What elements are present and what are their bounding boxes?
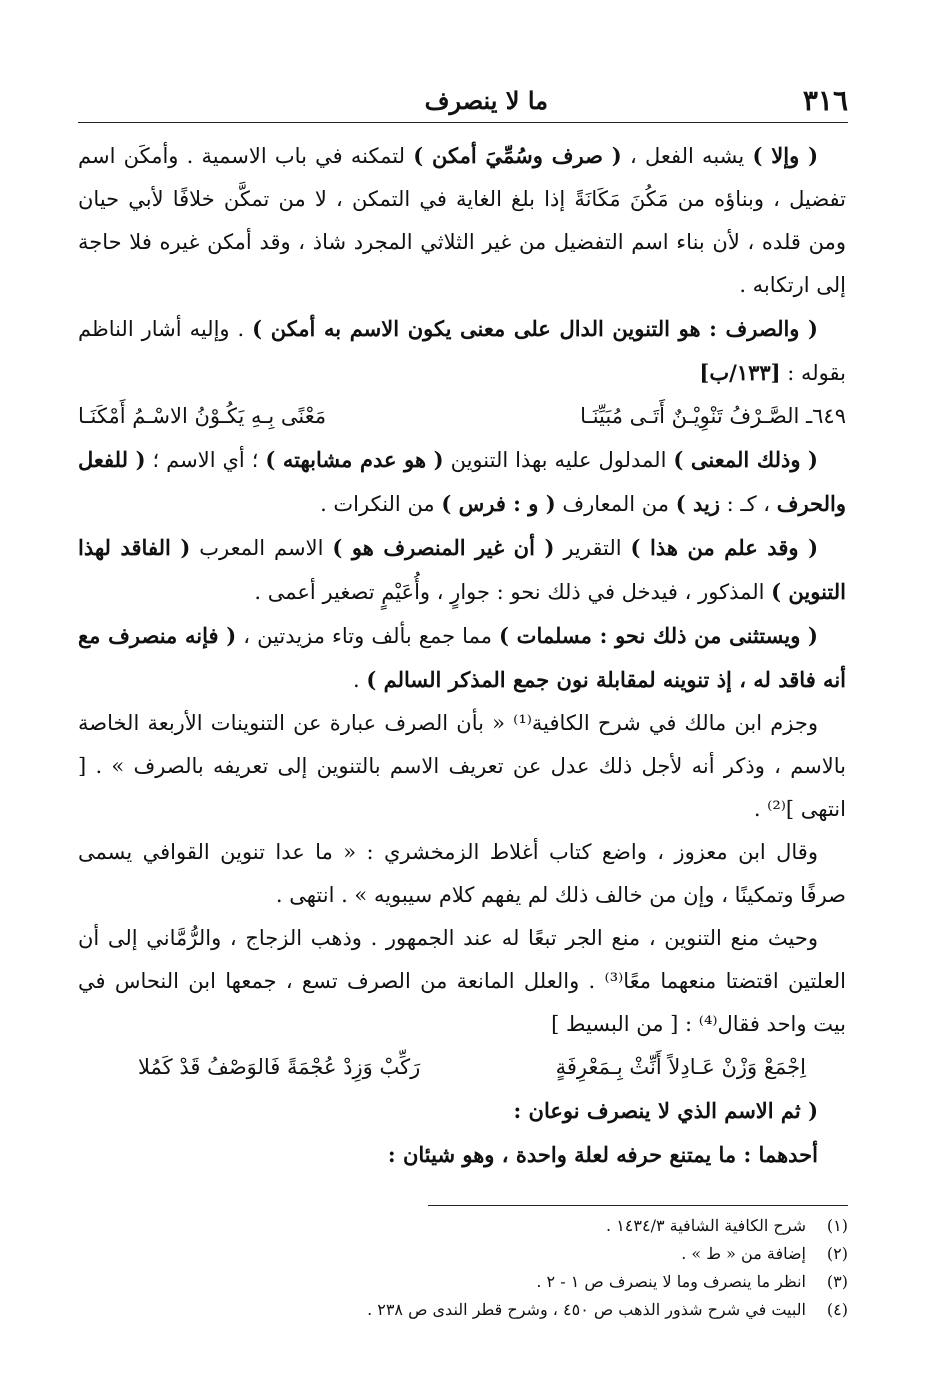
footnotes <box>148 1212 848 1324</box>
paragraph-7: وقال ابن معزوز ، واضع كتاب أغلاط الزمخشري : « ما عدا تنوين القوافي يسمى صرفًا وتمكينًا ، وإن من خالف ذلك لم يفهم كلام سيبويه » . انتهى . <box>78 840 846 907</box>
bold-text: ( وقد علم من هذا ) <box>630 535 819 560</box>
text: الاسم المعرب <box>190 536 333 560</box>
paragraph-2 <box>78 307 846 395</box>
footnote-number: (٤) <box>826 1300 848 1319</box>
verse-ibn-nahhas <box>78 1046 846 1089</box>
footnote-divider <box>428 1205 848 1206</box>
bold-text: ( فإنه منصرف مع أنه فاقد له ، إذ تنوينه لمقابلة نون جمع المذكر السالم ) <box>78 623 846 692</box>
running-title: ما لا ينصرف <box>424 86 548 115</box>
text: ؛ أي الاسم ؛ <box>145 448 266 472</box>
text: من النكرات . <box>320 492 442 516</box>
bold-text: أحدهما : ما يمتنع حرفه لعلة واحدة ، وهو شيئان : <box>387 1142 818 1167</box>
footnote-item <box>148 1212 848 1240</box>
footnote-number: (٣) <box>826 1272 848 1291</box>
bold-text: زيد ) <box>675 491 720 516</box>
footnote-item <box>148 1296 848 1324</box>
paragraph-1 <box>78 134 846 307</box>
bold-text: ( والصرف : هو التنوين الدال على معنى يكون الاسم به أمكن ) <box>252 316 818 341</box>
page-header <box>78 82 848 123</box>
bold-text: ( وذلك المعنى ) <box>673 447 818 472</box>
bold-text: ( للفعل والحرف <box>78 447 846 516</box>
text: المدلول عليه بهذا التنوين <box>443 448 674 472</box>
text: ، كـ : <box>719 492 777 516</box>
verse-first-half: اِجْمَعْ وَزْنْ عَـادِلاً أَنِّثْ بِـمَعْرِفَةٍ <box>555 1055 806 1079</box>
text: التقرير <box>554 536 631 560</box>
footnote-text: شرح الكافية الشافية ١٤٣٤/٣ . <box>606 1216 806 1235</box>
main-text <box>78 134 846 1177</box>
bold-text: ( أن غير المنصرف هو ) <box>332 535 555 560</box>
bold-text: ( الفاقد لهذا التنوين ) <box>78 535 846 604</box>
verse-first-half <box>580 395 846 438</box>
text: . وإليه أشار الناظم بقوله : <box>78 317 846 385</box>
footnote-item <box>148 1268 848 1296</box>
paragraph-8: وحيث منع التنوين ، منع الجر تبعًا له عند الجمهور . وذهب الزجاج ، والرُّمَّاني إلى أن العلتين اقتضتا منعهما معًا⁽³⁾ . والعلل المانعة من الصرف تسع ، جمعها ابن النحاس في بيت واحد فقال⁽⁴⁾ : [ من البسيط ] <box>78 926 846 1036</box>
paragraph-4 <box>78 526 846 614</box>
footnote-item <box>148 1240 848 1268</box>
verse-second-half: مَعْنًى بِـهِ يَكُـوْنُ الاسْـمُ أَمْكَنَـا <box>78 404 327 428</box>
paragraph-9 <box>78 1089 846 1133</box>
bold-text: ( ويستثنى من ذلك نحو : مسلمات ) <box>499 623 818 648</box>
paragraph-3 <box>78 438 846 526</box>
verse-649 <box>78 395 846 438</box>
verse-number: ٦٤٩ـ <box>806 404 846 428</box>
bold-text: ( هو عدم مشابهته ) <box>265 447 444 472</box>
hemistich: الصَّـرْفُ تَنْوِيْـنٌ أَتَـى مُبَيِّنَـا <box>580 404 800 428</box>
footnote-text: البيت في شرح شذور الذهب ص ٤٥٠ ، وشرح قطر الندى ص ٢٣٨ . <box>367 1300 806 1319</box>
bold-text: ( وإلا ) <box>752 143 819 168</box>
text: المذكور ، فيدخل في ذلك نحو : جوارٍ ، وأُعَيْمٍ تصغير أعمى . <box>254 580 772 604</box>
bold-text: ( و : فرس ) <box>441 491 556 516</box>
verse-second-half: رَكِّبْ وَزِدْ عُجْمَةً فَالوَصْفُ قَدْ كَمُلا <box>138 1055 421 1079</box>
paragraph-6: وجزم ابن مالك في شرح الكافية⁽¹⁾ « بأن الصرف عبارة عن التنوينات الأربعة الخاصة بالاسم ، وذكر أنه لأجل ذلك عدل عن تعريف الاسم بالتنوين إلى تعريفه بالصرف » . [ انتهى ]⁽²⁾ . <box>78 711 846 821</box>
paragraph-5 <box>78 614 846 702</box>
footnote-number: (٢) <box>826 1244 848 1263</box>
text: مما جمع بألف وتاء مزيدتين ، <box>236 624 500 648</box>
footnote-text: انظر ما ينصرف وما لا ينصرف ص ١ - ٢ . <box>536 1272 806 1291</box>
bold-text: ( ثم الاسم الذي لا ينصرف نوعان : <box>513 1098 818 1123</box>
text: يشبه الفعل ، <box>621 144 753 168</box>
folio-reference: [١٣٣/ب] <box>699 360 781 385</box>
paragraph-10 <box>78 1133 846 1177</box>
footnote-number: (١) <box>826 1216 848 1235</box>
bold-text: ( صرف وسُمِّيَ أمكن ) <box>413 143 622 168</box>
text: لتمكنه في باب الاسمية . وأمكَن اسم تفضيل ، وبناؤه من مَكُنَ مَكَانَةً إذا بلغ الغاية في التمكن ، لا من تمكَّن خلافًا لأبي حيان ومن قلده ، لأن بناء اسم التفضيل من غير الثلاثي المجرد شاذ ، وقد أمكن غيره فلا حاجة إلى ارتكابه . <box>78 144 846 297</box>
footnote-text: إضافة من « ط » . <box>681 1244 806 1263</box>
text: . <box>353 668 367 692</box>
page-number: ٣١٦ <box>802 84 848 117</box>
text: من المعارف <box>555 492 676 516</box>
